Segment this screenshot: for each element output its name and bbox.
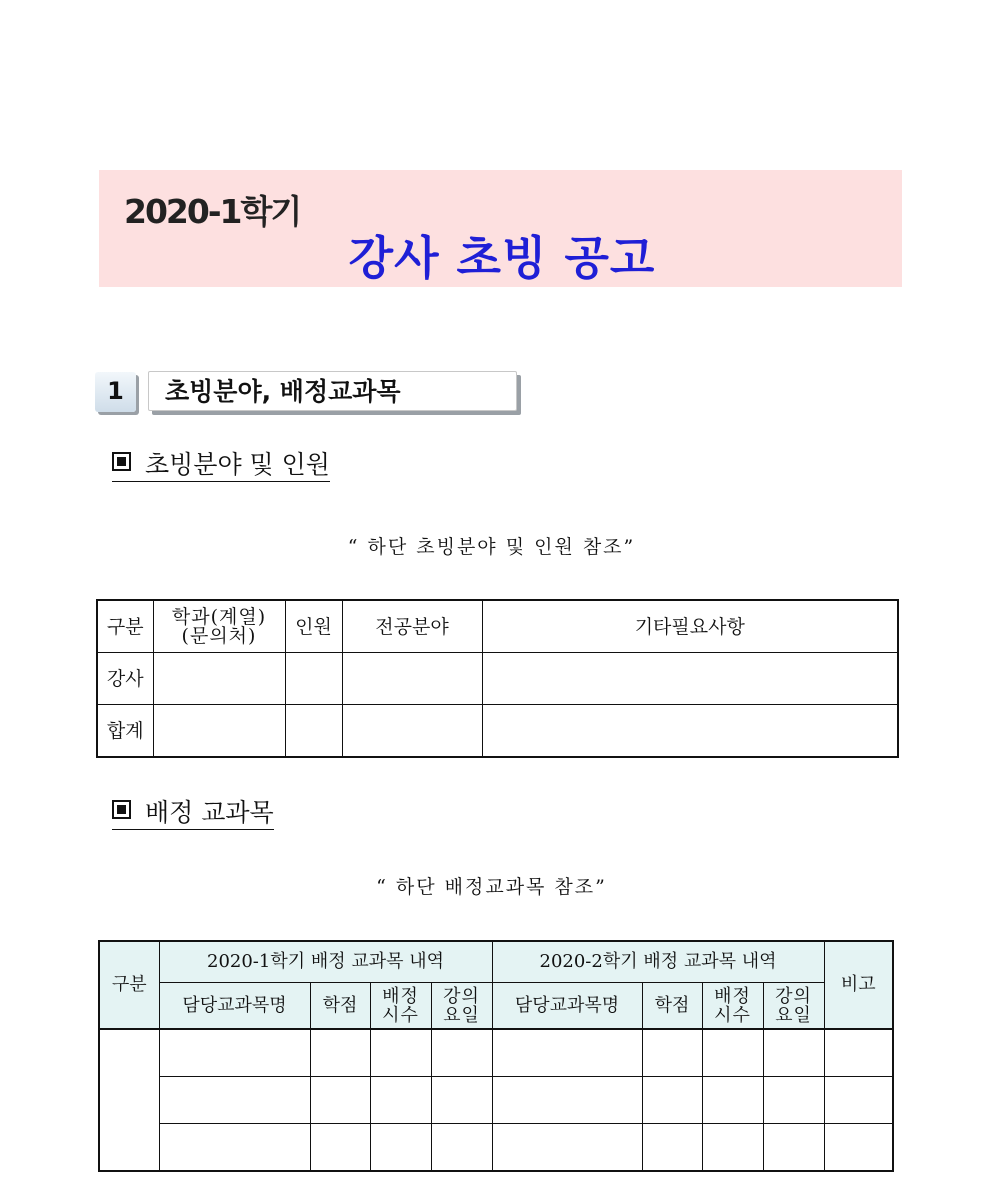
header-credit: 학점 [310,983,370,1030]
cell-remark[interactable] [824,1077,893,1124]
header-remark: 비고 [824,941,893,1029]
cell-count[interactable] [285,653,342,705]
cell-course[interactable] [492,1124,642,1172]
filled-square-icon [112,452,131,471]
table-header-row [99,941,893,983]
header-credit: 학점 [642,983,702,1030]
header-day-line1: 강의 [443,985,480,1007]
notice-banner [99,170,902,287]
table-row [99,1077,893,1124]
table-row [97,705,898,758]
banner-term: 2020-1학기 [124,192,301,231]
subheading-recruitment-text: 초빙분야 및 인원 [145,450,330,479]
section-title: 초빙분야, 배정교과목 [148,371,517,411]
cell-course[interactable] [492,1029,642,1077]
courses-table [98,940,894,1172]
cell-hours[interactable] [702,1029,763,1077]
cell-course[interactable] [159,1077,310,1124]
header-hours [702,983,763,1030]
cell-remark[interactable] [824,1029,893,1077]
header-course: 담당교과목명 [492,983,642,1030]
header-day-line2: 요일 [443,1004,480,1026]
cell-major[interactable] [342,705,482,758]
cell-day[interactable] [763,1029,824,1077]
cell-etc[interactable] [482,653,898,705]
cell-remark[interactable] [824,1124,893,1172]
cell-day[interactable] [763,1124,824,1172]
header-category: 구분 [97,600,153,653]
header-department-line2: (문의처) [181,624,257,647]
cell-credit[interactable] [310,1029,370,1077]
table-row [97,653,898,705]
cell-day[interactable] [431,1124,492,1172]
banner-title: 강사 초빙 공고 [348,231,656,285]
header-day [763,983,824,1030]
header-term1: 2020-1학기 배정 교과목 내역 [159,941,492,983]
recruitment-note: “ 하단 초빙분야 및 인원 참조” [347,536,636,558]
cell-credit[interactable] [310,1124,370,1172]
cell-category[interactable] [99,1029,159,1171]
header-course: 담당교과목명 [159,983,310,1030]
cell-day[interactable] [431,1029,492,1077]
header-hours-line1: 배정 [382,985,419,1007]
cell-day[interactable] [763,1077,824,1124]
header-day-line1: 강의 [775,985,812,1007]
table-header-row [97,600,898,653]
header-count: 인원 [285,600,342,653]
cell-credit[interactable] [642,1124,702,1172]
cell-count[interactable] [285,705,342,758]
cell-course[interactable] [159,1124,310,1172]
header-hours-line1: 배정 [714,985,751,1007]
cell-department[interactable] [153,705,285,758]
cell-credit[interactable] [642,1077,702,1124]
header-hours-line2: 시수 [382,1004,419,1026]
header-etc: 기타필요사항 [482,600,898,653]
table-row [99,1029,893,1077]
subheading-courses-text: 배정 교과목 [145,798,274,827]
header-day [431,983,492,1030]
section-number: 1 [95,372,136,412]
cell-hours[interactable] [702,1077,763,1124]
header-term2: 2020-2학기 배정 교과목 내역 [492,941,824,983]
header-category: 구분 [99,941,159,1029]
cell-hours[interactable] [370,1077,431,1124]
subheading-courses [112,798,274,830]
table-row [99,1124,893,1172]
cell-hours[interactable] [370,1029,431,1077]
cell-credit[interactable] [642,1029,702,1077]
cell-credit[interactable] [310,1077,370,1124]
cell-department[interactable] [153,653,285,705]
header-hours-line2: 시수 [714,1004,751,1026]
cell-etc[interactable] [482,705,898,758]
header-department-line1: 학과(계열) [171,605,267,628]
cell-major[interactable] [342,653,482,705]
courses-note: “ 하단 배정교과목 참조” [376,876,607,898]
cell-hours[interactable] [370,1124,431,1172]
header-department [153,600,285,653]
recruitment-table [96,599,899,758]
row-category: 강사 [97,653,153,705]
cell-hours[interactable] [702,1124,763,1172]
row-category: 합계 [97,705,153,758]
filled-square-icon [112,800,131,819]
cell-course[interactable] [492,1077,642,1124]
cell-day[interactable] [431,1077,492,1124]
header-day-line2: 요일 [775,1004,812,1026]
header-hours [370,983,431,1030]
table-subheader-row [99,983,893,1030]
header-major: 전공분야 [342,600,482,653]
subheading-recruitment [112,450,330,482]
cell-course[interactable] [159,1029,310,1077]
